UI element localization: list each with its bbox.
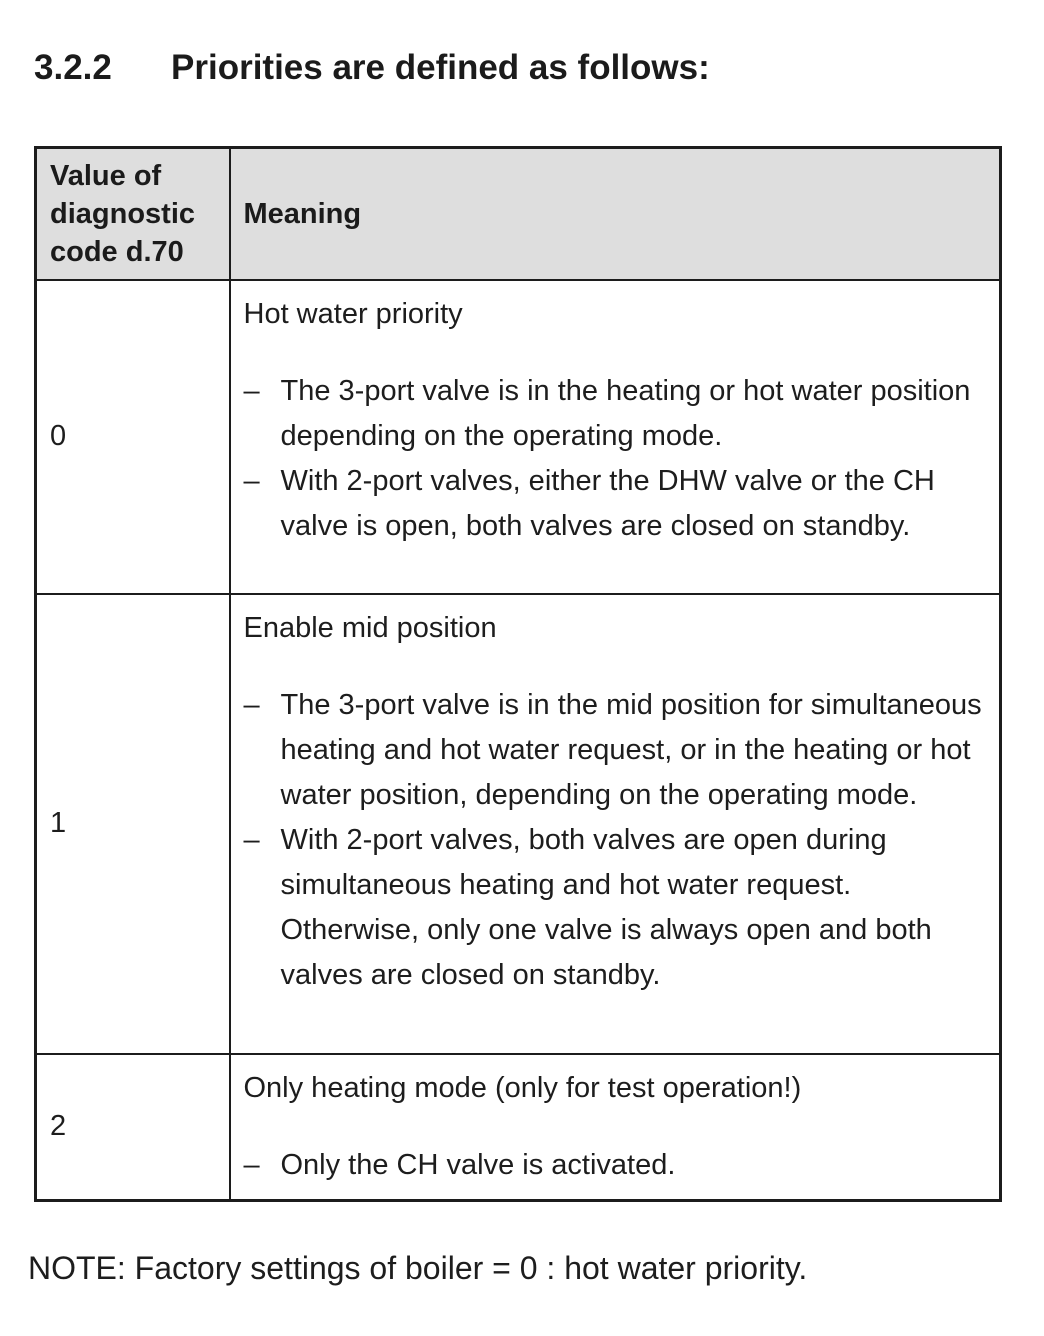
meaning-cell bbox=[230, 280, 1001, 594]
bullet-dash: – bbox=[243, 464, 260, 497]
note-text: NOTE: Factory settings of boiler = 0 : hot water priority. bbox=[28, 1249, 808, 1286]
bullet-list bbox=[244, 369, 986, 549]
bullet-text: Only the CH valve is activated. bbox=[280, 1148, 676, 1181]
table-row bbox=[36, 594, 1001, 1054]
priorities-table bbox=[34, 146, 1002, 1202]
column-header-meaning: Meaning bbox=[230, 148, 1001, 280]
bullet-item bbox=[244, 818, 986, 998]
bullet-text: The 3-port valve is in the heating or hot water position depending on the operating mode. bbox=[280, 374, 971, 452]
meaning-cell bbox=[230, 594, 1001, 1054]
bullet-dash: – bbox=[243, 688, 260, 721]
bullet-item bbox=[244, 683, 986, 818]
column-header-value: Value of diagnostic code d.70 bbox=[36, 148, 230, 280]
diagnostic-code-value: 2 bbox=[36, 1054, 230, 1201]
bullet-list bbox=[244, 1143, 986, 1188]
section-number: 3.2.2 bbox=[34, 48, 112, 87]
bullet-text: The 3-port valve is in the mid position for simultaneous heating and hot water request, or in the heating or hot water position, depending on the operating mode. bbox=[280, 688, 982, 811]
bullet-item bbox=[244, 459, 986, 549]
meaning-cell bbox=[230, 1054, 1001, 1201]
bullet-dash: – bbox=[243, 374, 260, 407]
table-row bbox=[36, 280, 1001, 594]
meaning-title: Hot water priority bbox=[243, 297, 463, 330]
diagnostic-code-value: 0 bbox=[36, 280, 230, 594]
section-title: Priorities are defined as follows: bbox=[171, 48, 710, 87]
meaning-title: Enable mid position bbox=[243, 611, 497, 644]
diagnostic-code-value: 1 bbox=[36, 594, 230, 1054]
bullet-dash: – bbox=[243, 1148, 260, 1181]
meaning-title: Only heating mode (only for test operation!) bbox=[243, 1071, 802, 1104]
bullet-text: With 2-port valves, both valves are open during simultaneous heating and hot water request. Otherwise, only one valve is always open and both valves are closed on standby. bbox=[280, 823, 932, 991]
bullet-list bbox=[244, 683, 986, 998]
section-heading bbox=[34, 47, 1004, 89]
bullet-dash: – bbox=[243, 823, 260, 856]
table-row bbox=[36, 1054, 1001, 1201]
table-header-row bbox=[36, 148, 1001, 280]
bullet-item bbox=[244, 1143, 986, 1188]
bullet-item bbox=[244, 369, 986, 459]
bullet-text: With 2-port valves, either the DHW valve or the CH valve is open, both valves are closed on standby. bbox=[280, 464, 935, 542]
